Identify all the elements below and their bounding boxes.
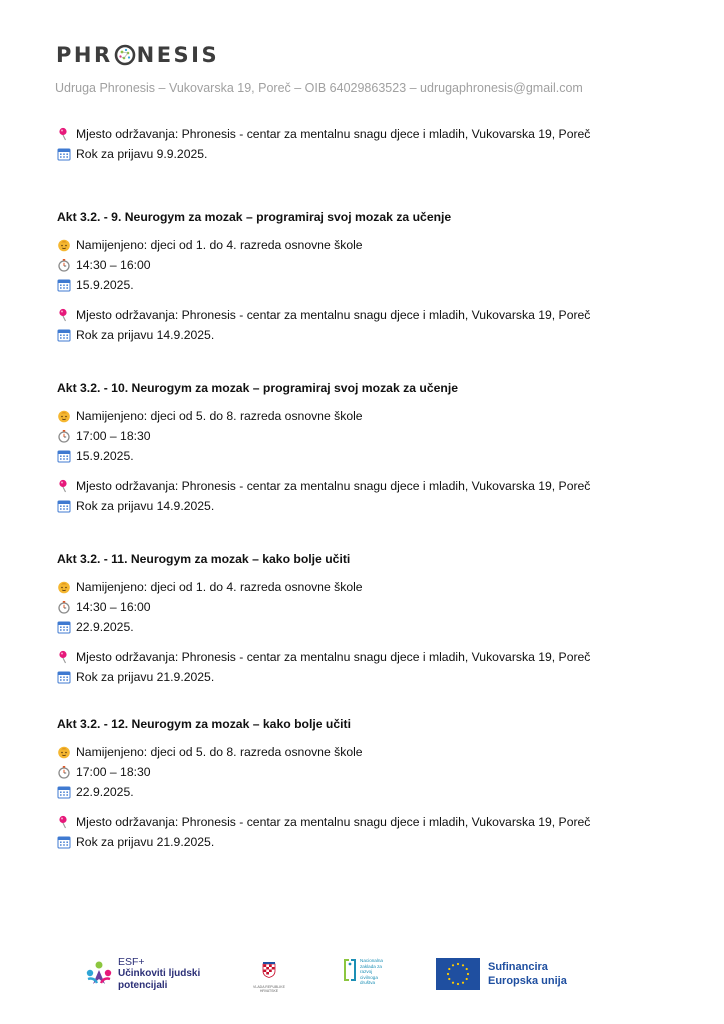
time-text: 17:00 – 18:30	[76, 429, 151, 443]
time-text: 14:30 – 16:00	[76, 600, 151, 614]
event-block	[57, 378, 677, 516]
round-pushpin-icon	[57, 815, 71, 829]
audience-line	[57, 235, 677, 255]
stopwatch-icon	[57, 258, 71, 272]
event-title: Akt 3.2. - 12. Neurogym za mozak – kako bolje učiti	[57, 717, 351, 731]
time-text: 14:30 – 16:00	[76, 258, 151, 272]
foundation-text-4: civilnoga	[360, 974, 378, 980]
time-text: 17:00 – 18:30	[76, 765, 151, 779]
date-line	[57, 617, 677, 637]
foundation-text-3: razvoj	[360, 969, 373, 975]
location-line	[57, 124, 677, 144]
esf-program-line1: Učinkoviti ljudski	[118, 968, 201, 979]
baby-face-icon	[57, 238, 71, 252]
deadline-line	[57, 667, 677, 687]
round-pushpin-icon	[57, 127, 71, 141]
logo-text-end: NESIS	[136, 43, 220, 67]
deadline-text: Rok za prijavu 14.9.2025.	[76, 328, 215, 342]
eu-line-1: Sufinancira	[488, 961, 548, 973]
calendar-icon	[57, 449, 71, 463]
baby-face-icon	[57, 745, 71, 759]
time-line	[57, 426, 677, 446]
date-line	[57, 782, 677, 802]
audience-text: Namijenjeno: djeci od 5. do 8. razreda osnovne škole	[76, 409, 363, 423]
foundation-text-5: društva	[360, 980, 376, 986]
esf-label: ESF+	[118, 956, 145, 968]
event-title: Akt 3.2. - 10. Neurogym za mozak – programiraj svoj mozak za učenje	[57, 381, 458, 395]
eu-flag-icon	[436, 958, 480, 990]
location-line	[57, 812, 677, 832]
logo-text-start: PHR	[56, 43, 113, 67]
deadline-line	[57, 325, 677, 345]
event-title: Akt 3.2. - 11. Neurogym za mozak – kako bolje učiti	[57, 552, 351, 566]
deadline-line	[57, 832, 677, 852]
esf-logo	[84, 956, 200, 992]
calendar-icon	[57, 278, 71, 292]
audience-line	[57, 577, 677, 597]
eu-line-2: Europska unija	[488, 975, 567, 987]
location-line	[57, 647, 677, 667]
phronesis-logo	[56, 42, 219, 68]
deadline-text: Rok za prijavu 9.9.2025.	[76, 147, 208, 161]
stopwatch-icon	[57, 765, 71, 779]
date-text: 22.9.2025.	[76, 785, 134, 799]
bracket-logo-icon	[343, 958, 357, 982]
location-text: Mjesto održavanja: Phronesis - centar za mentalnu snagu djece i mladih, Vukovarska 19, Poreč	[76, 479, 591, 493]
time-line	[57, 255, 677, 275]
event-title: Akt 3.2. - 9. Neurogym za mozak – programiraj svoj mozak za učenje	[57, 210, 452, 224]
event-block	[57, 549, 677, 687]
baby-face-icon	[57, 409, 71, 423]
audience-text: Namijenjeno: djeci od 1. do 4. razreda osnovne škole	[76, 238, 363, 252]
foundation-text-2: zaklada za	[360, 963, 382, 969]
round-pushpin-icon	[57, 650, 71, 664]
calendar-icon	[57, 785, 71, 799]
calendar-icon	[57, 499, 71, 513]
date-text: 15.9.2025.	[76, 278, 134, 292]
location-line	[57, 305, 677, 325]
brain-network-icon	[114, 44, 136, 66]
date-text: 22.9.2025.	[76, 620, 134, 634]
location-text: Mjesto održavanja: Phronesis - centar za mentalnu snagu djece i mladih, Vukovarska 19, Poreč	[76, 815, 591, 829]
location-text: Mjesto održavanja: Phronesis - centar za mentalnu snagu djece i mladih, Vukovarska 19, Poreč	[76, 308, 591, 322]
event-block	[57, 207, 677, 345]
esf-people-icon	[84, 959, 114, 989]
time-line	[57, 597, 677, 617]
time-line	[57, 762, 677, 782]
date-text: 15.9.2025.	[76, 449, 134, 463]
audience-line	[57, 742, 677, 762]
audience-text: Namijenjeno: djeci od 5. do 8. razreda osnovne škole	[76, 745, 363, 759]
audience-line	[57, 406, 677, 426]
deadline-line	[57, 496, 677, 516]
stopwatch-icon	[57, 429, 71, 443]
calendar-icon	[57, 620, 71, 634]
date-line	[57, 446, 677, 466]
deadline-line	[57, 144, 677, 164]
document-body	[57, 124, 677, 852]
eu-cofunding-logo	[436, 958, 567, 990]
civil-society-foundation-logo	[343, 958, 400, 986]
foundation-text-1: Nacionalna	[360, 958, 383, 963]
top-info-block	[57, 124, 677, 164]
baby-face-icon	[57, 580, 71, 594]
calendar-icon	[57, 147, 71, 161]
funding-logos-footer	[0, 950, 724, 1000]
event-block	[57, 714, 677, 852]
location-line	[57, 476, 677, 496]
address-line: Udruga Phronesis – Vukovarska 19, Poreč – OIB 64029863523 – udrugaphronesis@gmail.com	[55, 81, 583, 95]
esf-program-line2: potencijali	[118, 980, 168, 991]
calendar-icon	[57, 670, 71, 684]
deadline-text: Rok za prijavu 21.9.2025.	[76, 835, 215, 849]
round-pushpin-icon	[57, 479, 71, 493]
round-pushpin-icon	[57, 308, 71, 322]
audience-text: Namijenjeno: djeci od 1. do 4. razreda osnovne škole	[76, 580, 363, 594]
calendar-icon	[57, 835, 71, 849]
croatian-government-logo	[247, 962, 291, 993]
calendar-icon	[57, 328, 71, 342]
location-text: Mjesto održavanja: Phronesis - centar za mentalnu snagu djece i mladih, Vukovarska 19, Poreč	[76, 127, 591, 141]
coat-caption: VLADA REPUBLIKE HRVATSKE	[253, 985, 285, 993]
coat-of-arms-icon	[262, 962, 276, 978]
date-line	[57, 275, 677, 295]
deadline-text: Rok za prijavu 21.9.2025.	[76, 670, 215, 684]
location-text: Mjesto održavanja: Phronesis - centar za mentalnu snagu djece i mladih, Vukovarska 19, Poreč	[76, 650, 591, 664]
deadline-text: Rok za prijavu 14.9.2025.	[76, 499, 215, 513]
stopwatch-icon	[57, 600, 71, 614]
